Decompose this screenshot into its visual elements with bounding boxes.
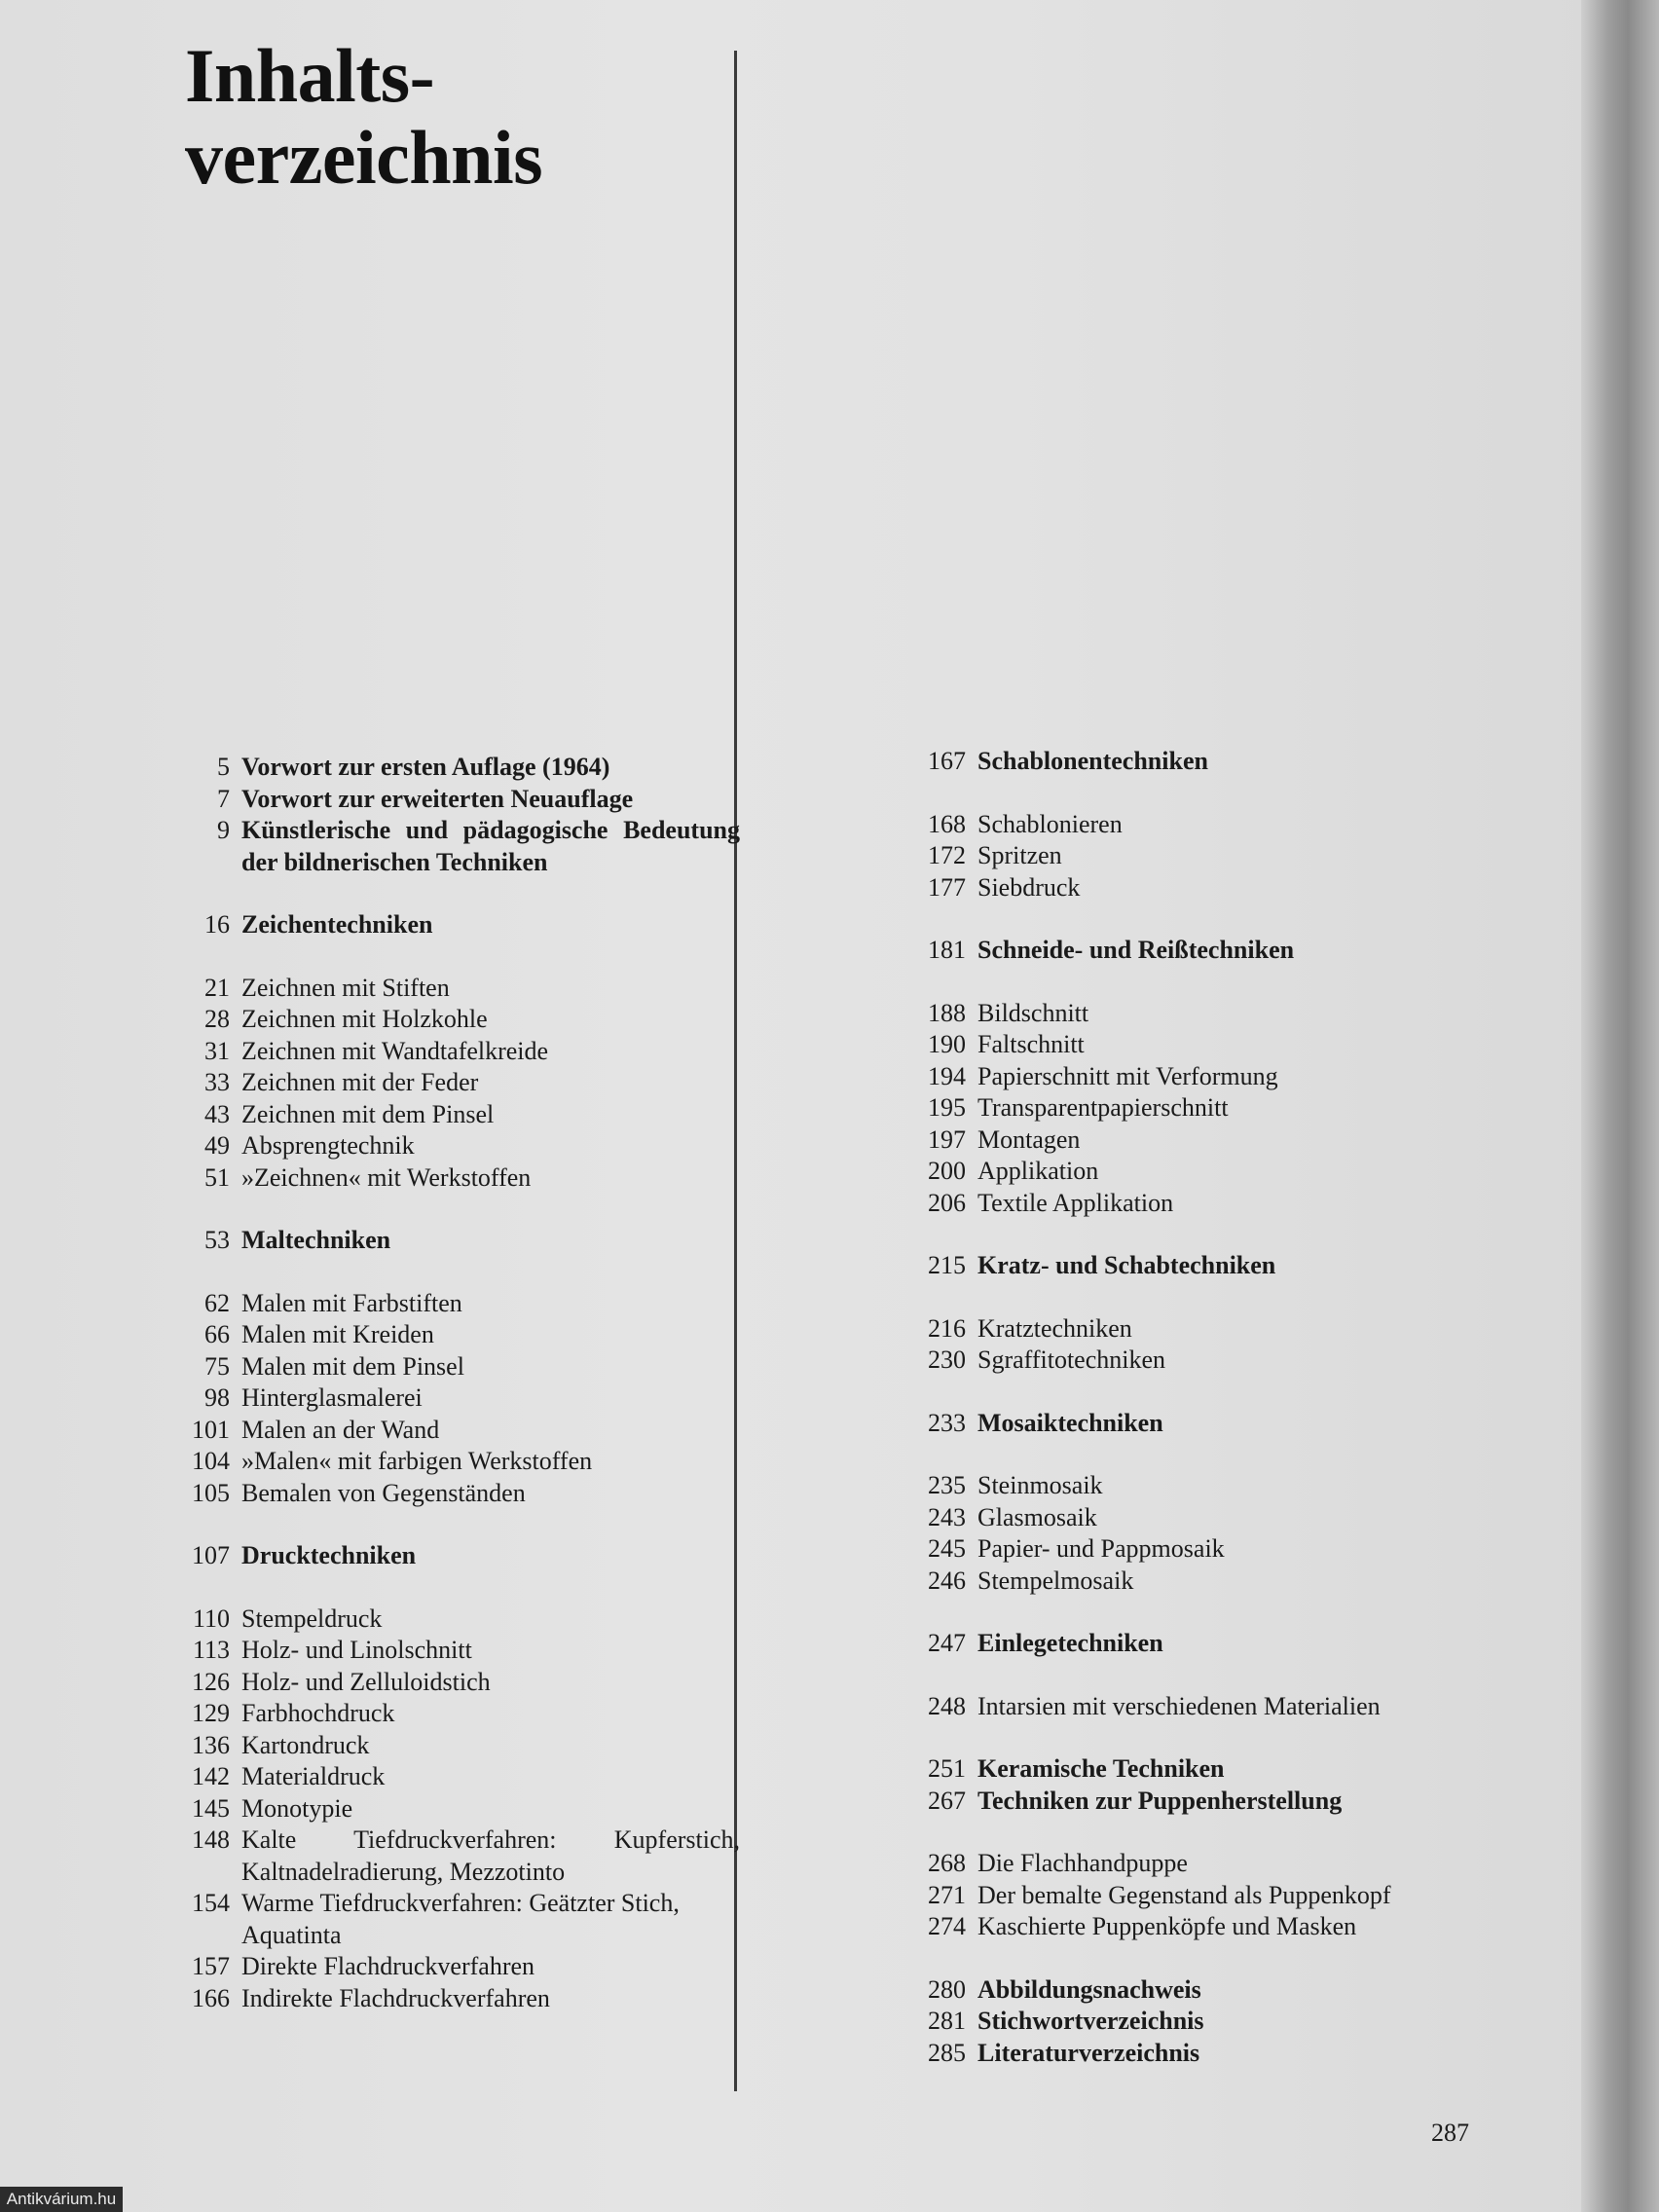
section-gap xyxy=(905,1439,1490,1470)
section-gap xyxy=(166,1194,740,1225)
toc-entry-title: Direkte Flachdruckverfahren xyxy=(241,1952,535,1980)
toc-entry-title: Hinterglasmalerei xyxy=(241,1383,423,1412)
toc-section-heading xyxy=(905,1628,1490,1660)
toc-page-number: 167 xyxy=(928,747,966,775)
toc-entry xyxy=(905,1188,1490,1220)
toc-entry xyxy=(166,1635,740,1667)
toc-entry-title: Holz- und Linolschnitt xyxy=(241,1636,472,1664)
toc-entry-title: Montagen xyxy=(977,1124,1081,1154)
toc-entry-title: Farbhochdruck xyxy=(241,1699,395,1727)
toc-entry-title: Maltechniken xyxy=(241,1226,391,1254)
toc-entry xyxy=(166,1888,740,1951)
toc-entry-title: Intarsien mit verschiedenen Materialien xyxy=(977,1691,1381,1720)
toc-entry xyxy=(905,998,1490,1030)
toc-entry-title: Stempelmosaik xyxy=(977,1566,1134,1595)
toc-entry xyxy=(905,840,1490,872)
toc-entry xyxy=(166,973,740,1005)
toc-entry-title: Materialdruck xyxy=(241,1762,386,1790)
toc-entry xyxy=(166,1004,740,1036)
toc-page-number: 31 xyxy=(204,1036,230,1065)
toc-entry xyxy=(166,1667,740,1699)
toc-entry xyxy=(905,1848,1490,1880)
toc-page-number: 206 xyxy=(928,1188,966,1217)
toc-entry-title: Techniken zur Puppenherstellung xyxy=(977,1786,1343,1815)
toc-page-number: 230 xyxy=(928,1346,966,1374)
toc-entry xyxy=(166,1319,740,1351)
toc-page-number: 104 xyxy=(192,1447,230,1475)
toc-entry xyxy=(905,1156,1490,1188)
toc-page-number: 66 xyxy=(204,1320,230,1348)
toc-entry-title: Transparentpapierschnitt xyxy=(977,1093,1229,1122)
toc-entry xyxy=(166,1793,740,1825)
toc-page-number: 267 xyxy=(928,1786,966,1815)
toc-page-number: 248 xyxy=(928,1691,966,1720)
toc-entry xyxy=(166,1099,740,1131)
section-gap xyxy=(905,903,1490,935)
toc-page-number: 21 xyxy=(204,973,230,1002)
toc-page-number: 113 xyxy=(192,1636,230,1664)
toc-entry-title: Steinmosaik xyxy=(977,1471,1103,1499)
toc-page-number: 98 xyxy=(204,1383,230,1412)
toc-page-number: 168 xyxy=(928,809,966,838)
toc-page-number: 142 xyxy=(192,1762,230,1790)
toc-page-number: 7 xyxy=(217,784,230,813)
toc-page-number: 62 xyxy=(204,1288,230,1317)
toc-entry xyxy=(905,1502,1490,1534)
toc-entry xyxy=(166,1415,740,1447)
toc-entry-title: Schablonentechniken xyxy=(977,747,1208,775)
toc-entry xyxy=(166,1761,740,1793)
toc-entry-title: Bildschnitt xyxy=(977,998,1089,1027)
toc-page-number: 148 xyxy=(192,1825,230,1854)
toc-entry-title: Kalte Tiefdruckverfahren: Kupferstich, Kaltnadelradierung, Mezzotinto xyxy=(241,1825,740,1886)
toc-entry-title: Zeichentechniken xyxy=(241,910,433,939)
toc-entry-title: Kartondruck xyxy=(241,1730,370,1759)
toc-entry-title: Indirekte Flachdruckverfahren xyxy=(241,1983,550,2012)
toc-page-number: 216 xyxy=(928,1313,966,1343)
toc-page-number: 245 xyxy=(928,1534,966,1563)
toc-entry xyxy=(166,1036,740,1068)
toc-page-number: 110 xyxy=(192,1604,230,1633)
toc-entry-title: Stempeldruck xyxy=(241,1604,383,1633)
toc-entry xyxy=(905,1691,1490,1723)
toc-entry-title: Vorwort zur erweiterten Neuauflage xyxy=(241,784,634,813)
toc-entry xyxy=(166,1382,740,1415)
toc-entry xyxy=(166,1825,740,1888)
toc-page-number: 145 xyxy=(192,1793,230,1823)
toc-entry-title: Die Flachhandpuppe xyxy=(977,1849,1188,1877)
toc-section-heading xyxy=(905,1786,1490,1818)
toc-entry-title: Kaschierte Puppenköpfe und Masken xyxy=(977,1912,1357,1940)
toc-entry-title: Zeichnen mit dem Pinsel xyxy=(241,1099,495,1128)
toc-page-number: 274 xyxy=(928,1912,966,1940)
toc-page-number: 233 xyxy=(928,1408,966,1437)
toc-page-number: 43 xyxy=(204,1099,230,1128)
toc-entry-title: Künstlerische und pädagogische Bedeutung der bildnerischen Techniken xyxy=(241,816,740,876)
toc-page-number: 195 xyxy=(928,1093,966,1122)
toc-section-heading xyxy=(166,1225,740,1257)
toc-entry xyxy=(905,1533,1490,1566)
toc-entry xyxy=(166,1730,740,1762)
section-gap xyxy=(905,1282,1490,1313)
toc-page-number: 107 xyxy=(192,1541,230,1569)
toc-entry-title: Drucktechniken xyxy=(241,1541,417,1569)
toc-page-number: 285 xyxy=(928,2038,966,2067)
toc-page-number: 188 xyxy=(928,998,966,1027)
toc-entry xyxy=(166,1698,740,1730)
toc-entry-title: Zeichnen mit Stiften xyxy=(241,973,450,1002)
toc-left-column xyxy=(166,752,740,2014)
toc-section-heading xyxy=(166,784,740,816)
toc-section-heading xyxy=(166,1540,740,1572)
toc-entry-title: Malen mit dem Pinsel xyxy=(241,1351,464,1381)
toc-section-heading xyxy=(905,935,1490,967)
toc-section-heading xyxy=(905,746,1490,778)
toc-entry xyxy=(905,1345,1490,1377)
toc-entry-title: Bemalen von Gegenständen xyxy=(241,1478,526,1507)
toc-entry xyxy=(905,872,1490,904)
title-line-2: verzeichnis xyxy=(185,115,543,200)
toc-entry-title: Kratz- und Schabtechniken xyxy=(977,1251,1276,1279)
toc-page-number: 28 xyxy=(204,1005,230,1033)
toc-page-number: 101 xyxy=(192,1415,230,1444)
toc-entry-title: Spritzen xyxy=(977,841,1062,869)
toc-entry-title: Zeichnen mit Wandtafelkreide xyxy=(241,1036,549,1065)
toc-page-number: 280 xyxy=(928,1974,966,2004)
toc-entry-title: Sgraffitotechniken xyxy=(977,1346,1166,1374)
section-gap xyxy=(166,1572,740,1604)
toc-section-heading xyxy=(905,1974,1490,2007)
toc-page-number: 181 xyxy=(928,936,966,964)
section-gap xyxy=(905,1722,1490,1753)
toc-page-number: 200 xyxy=(928,1157,966,1185)
toc-entry xyxy=(905,1880,1490,1912)
toc-entry-title: Malen an der Wand xyxy=(241,1415,440,1444)
toc-page-number: 190 xyxy=(928,1030,966,1058)
section-gap xyxy=(166,878,740,909)
toc-entry xyxy=(905,1029,1490,1061)
toc-entry-title: Malen mit Farbstiften xyxy=(241,1288,462,1317)
toc-entry-title: Zeichnen mit Holzkohle xyxy=(241,1005,488,1033)
toc-entry-title: Literaturverzeichnis xyxy=(977,2038,1200,2067)
toc-entry xyxy=(166,1162,740,1195)
toc-entry-title: Zeichnen mit der Feder xyxy=(241,1068,479,1096)
page-title xyxy=(185,35,542,199)
toc-entry xyxy=(905,1124,1490,1157)
toc-entry xyxy=(905,1092,1490,1124)
toc-page-number: 271 xyxy=(928,1880,966,1909)
toc-entry-title: Absprengtechnik xyxy=(241,1131,415,1160)
toc-entry xyxy=(166,1288,740,1320)
toc-entry xyxy=(166,1446,740,1478)
toc-page-number: 215 xyxy=(928,1251,966,1279)
toc-page-number: 177 xyxy=(928,872,966,902)
section-gap xyxy=(905,1660,1490,1691)
toc-page-number: 246 xyxy=(928,1566,966,1595)
toc-page-number: 243 xyxy=(928,1502,966,1531)
toc-page-number: 166 xyxy=(192,1983,230,2012)
toc-entry-title: Vorwort zur ersten Auflage (1964) xyxy=(241,753,610,781)
toc-entry xyxy=(905,1061,1490,1093)
toc-page-number: 53 xyxy=(204,1226,230,1254)
toc-entry-title: »Zeichnen« mit Werkstoffen xyxy=(241,1162,532,1192)
toc-page-number: 136 xyxy=(192,1730,230,1759)
toc-entry xyxy=(905,1911,1490,1943)
toc-entry xyxy=(905,1313,1490,1346)
toc-section-heading xyxy=(905,2006,1490,2038)
section-gap xyxy=(905,778,1490,809)
toc-right-column xyxy=(905,746,1490,2069)
toc-entry-title: Schablonieren xyxy=(977,809,1123,838)
toc-page-number: 9 xyxy=(217,816,230,844)
toc-entry-title: Applikation xyxy=(977,1157,1099,1185)
toc-page-number: 154 xyxy=(192,1889,230,1917)
toc-page-number: 157 xyxy=(192,1952,230,1980)
toc-page-number: 105 xyxy=(192,1478,230,1507)
toc-entry-title: Keramische Techniken xyxy=(977,1754,1225,1783)
toc-page-number: 129 xyxy=(192,1699,230,1727)
section-gap xyxy=(905,1943,1490,1974)
toc-section-heading xyxy=(166,752,740,784)
toc-entry-title: Schneide- und Reißtechniken xyxy=(977,936,1295,964)
toc-section-heading xyxy=(166,909,740,941)
toc-page-number: 172 xyxy=(928,841,966,869)
toc-page-number: 251 xyxy=(928,1754,966,1783)
toc-section-heading xyxy=(905,2038,1490,2070)
toc-entry xyxy=(905,1566,1490,1598)
toc-entry-title: Der bemalte Gegenstand als Puppenkopf xyxy=(977,1880,1391,1909)
toc-section-heading xyxy=(166,815,740,878)
toc-entry-title: Stichwortverzeichnis xyxy=(977,2007,1204,2035)
toc-page-number: 5 xyxy=(217,753,230,781)
section-gap xyxy=(166,1509,740,1540)
toc-entry xyxy=(166,1067,740,1099)
toc-entry xyxy=(905,1470,1490,1502)
toc-entry-title: Glasmosaik xyxy=(977,1502,1097,1531)
watermark: Antikvárium.hu xyxy=(0,2187,123,2212)
toc-entry-title: Holz- und Zelluloidstich xyxy=(241,1667,491,1696)
section-gap xyxy=(905,967,1490,998)
toc-page-number: 51 xyxy=(204,1162,230,1192)
toc-entry-title: Textile Applikation xyxy=(977,1188,1174,1217)
toc-entry-title: Monotypie xyxy=(241,1793,353,1823)
toc-entry-title: Mosaiktechniken xyxy=(977,1408,1163,1437)
toc-entry xyxy=(166,1983,740,2015)
toc-entry-title: Einlegetechniken xyxy=(977,1629,1163,1657)
section-gap xyxy=(905,1219,1490,1250)
section-gap xyxy=(166,941,740,973)
toc-entry xyxy=(166,1604,740,1636)
toc-entry-title: Papierschnitt mit Verformung xyxy=(977,1061,1278,1090)
toc-page-number: 247 xyxy=(928,1629,966,1657)
toc-entry-title: Faltschnitt xyxy=(977,1030,1085,1058)
toc-section-heading xyxy=(905,1753,1490,1786)
toc-entry-title: Siebdruck xyxy=(977,872,1081,902)
toc-entry-title: Warme Tiefdruckverfahren: Geätzter Stich, Aquatinta xyxy=(241,1889,680,1949)
toc-entry-title: Malen mit Kreiden xyxy=(241,1320,434,1348)
book-spine-shadow xyxy=(1581,0,1659,2212)
toc-entry xyxy=(905,809,1490,841)
toc-page-number: 268 xyxy=(928,1849,966,1877)
title-line-1: Inhalts- xyxy=(185,33,435,118)
section-gap xyxy=(905,1377,1490,1408)
toc-page-number: 197 xyxy=(928,1124,966,1154)
toc-entry-title: Abbildungsnachweis xyxy=(977,1974,1201,2004)
toc-page-number: 16 xyxy=(204,910,230,939)
toc-entry xyxy=(166,1478,740,1510)
toc-page-number: 281 xyxy=(928,2007,966,2035)
toc-page-number: 235 xyxy=(928,1471,966,1499)
toc-section-heading xyxy=(905,1250,1490,1282)
toc-entry-title: Kratztechniken xyxy=(977,1313,1132,1343)
section-gap xyxy=(905,1817,1490,1848)
toc-entry-title: »Malen« mit farbigen Werkstoffen xyxy=(241,1447,593,1475)
toc-page-number: 126 xyxy=(192,1667,230,1696)
page-number: 287 xyxy=(1431,2119,1469,2147)
toc-section-heading xyxy=(905,1408,1490,1440)
toc-page-number: 49 xyxy=(204,1131,230,1160)
toc-entry xyxy=(166,1130,740,1162)
section-gap xyxy=(905,1597,1490,1628)
toc-entry xyxy=(166,1951,740,1983)
toc-page-number: 33 xyxy=(204,1068,230,1096)
toc-page-number: 75 xyxy=(204,1351,230,1381)
section-gap xyxy=(166,1257,740,1288)
toc-page-number: 194 xyxy=(928,1061,966,1090)
toc-entry-title: Papier- und Pappmosaik xyxy=(977,1534,1225,1563)
toc-entry xyxy=(166,1351,740,1383)
